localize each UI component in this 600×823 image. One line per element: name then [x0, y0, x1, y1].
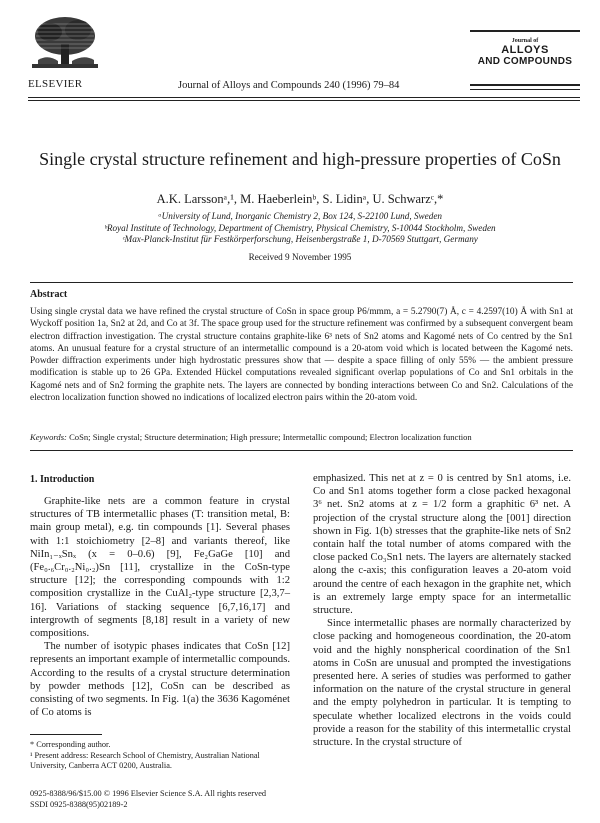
paragraph: The number of isotypic phases indicates that CoSn [12] represents an important example of intermetallic compounds. According to the results of a crystal structure determination by powder methods [12], CoSn can be described as consisting of two segments. In Fig. 1(a) the 3636 Kagoménet of Co atoms is [30, 641, 290, 719]
brand-compounds: AND COMPOUNDS [477, 56, 573, 67]
footnote-rule [30, 734, 102, 735]
elsevier-logo [28, 14, 102, 76]
paragraph: Graphite-like nets are a common feature in crystal structures of TB intermetallic phases (T: transition metal, B: main group metal), e.g. tin compounds [1]. Several phases with 1:1 stoichiometry [2–8] and variants thereof, like NiIn₁₋ₓSnₓ (x = 0–0.6) [9], Fe₂GaGe [10] and (Fe₀.₆Cr₀.₂Ni₀.₂)Sn [11], crystallize in the CoSn-type structure [12]; the corresponding compounds with 1:2 composition crystallize in the CuAl₂-type structure [2,3,7–16]. Variations of stacking sequence [6,7,16,17] and intergrowth of segments [8,18] result in a variety of new compositions. [30, 496, 290, 640]
keywords-label: Keywords: [30, 432, 67, 442]
journal-brand [470, 38, 580, 67]
section-heading-introduction: 1. Introduction [30, 474, 95, 485]
keywords-list: CoSn; Single crystal; Structure determination; High pressure; Intermetallic compound; Electron localization function [69, 432, 472, 442]
brand-rule-bottom-1 [470, 84, 580, 86]
affiliation-a: ᵃUniversity of Lund, Inorganic Chemistry 2, Box 124, S-22100 Lund, Sweden [157, 211, 443, 221]
author-list: A.K. Larssonᵃ,¹, M. Haeberleinᵇ, S. Lidinᵃ, U. Schwarzᶜ,* [156, 192, 444, 206]
brand-journal-of: Journal of [511, 38, 539, 44]
received-date: Received 9 November 1995 [248, 252, 352, 262]
copyright-block [30, 789, 300, 811]
affiliation-c: ᶜMax-Planck-Institut für Festkörperforschung, Heisenbergstraße 1, D-70569 Stuttgart, Germany [122, 234, 478, 244]
abstract-rule-top [30, 282, 573, 283]
paragraph: emphasized. This net at z = 0 is centred by Sn1 atoms, i.e. Co and Sn1 atoms together form a close packed hexagonal 3⁶ net. Sn2 atoms at z = 1/2 form a graphitic 6³ net. A projection of the crystal structure along the [001] direction shown in Fig. 1(b) stresses that the graphite-like nets of Sn2 contain half the total number of atoms compared with the close packed Co₃Sn1 nets. The layers are alternately stacked along the c-axis; this configuration leaves a 20-atom void around the centre of each hexagon in the graphite net, which is an extremely large empty space for an intermetallic structure. [313, 473, 571, 617]
footnote-corresponding: * Corresponding author. [30, 740, 111, 749]
footnotes [30, 740, 292, 772]
copyright-line: 0925-8388/96/$15.00 © 1996 Elsevier Science S.A. All rights reserved [30, 789, 267, 798]
keywords-line [30, 432, 573, 442]
abstract-heading: Abstract [30, 289, 68, 300]
abstract-text: Using single crystal data we have refined the crystal structure of CoSn in space group P6/mmm, a = 5.2790(7) Å, c = 4.2597(10) Å with Sn1 at Wyckoff position 1a, Sn2 at 2d, and Co at 3f. The space group used for the structure refinement was confirmed by a subsequent convergent beam electron diffraction investigation. The crystal structure contains graphite-like 6³ nets of Sn2 atoms and Kagomé nets of Co centred by the Sn1 atoms. An unusual feature for a crystal structure of an intermetallic compound is a 20-atom void which is located between the Kagomé nets. Powder diffraction experiments under high hydrostatic pressures show that — despite a space filling of only 55% — the ambient pressure modification is stable up to 26 GPa. Extended Hückel computations revealed significant overlap populations of Co and Sn1 orbitals in the Kagomé nets and of Sn2 forming the graphite nets. The layers are connected by bonding interactions between Co and Sn2. Calculations of the electron localization function showed no indications of localized electron pairs within the 20-atom void. [30, 307, 573, 404]
elsevier-tree-icon [28, 14, 102, 76]
left-column [30, 495, 290, 719]
paragraph: Since intermetallic phases are normally characterized by close packing and homogeneous coordination, the 20-atom void and the highly nonspherical coordination of the Sn1 atoms in CoSn are unusual and prompted the investigations presented here. A series of studies was performed to gather information on the nature of the crystal structure in general and the empty polyhedron in particular. It is tempting to speculate whether localized electrons in the voids could provide a reason for the stability of this intermetallic crystal structure. In the crystal structure of [313, 618, 571, 749]
journal-citation: Journal of Alloys and Compounds 240 (1996) 79–84 [178, 80, 400, 91]
right-column [313, 472, 571, 749]
affiliations [30, 211, 570, 246]
ssdi-line: SSDI 0925-8388(95)02189-2 [30, 799, 128, 809]
header-rule-double [28, 100, 580, 101]
footnote-present-address: ¹ Present address: Research School of Chemistry, Australian National University, Canberra ACT 0200, Australia. [30, 750, 260, 770]
brand-rule-bottom-2 [470, 89, 580, 90]
brand-rule-top [470, 30, 580, 32]
brand-alloys: ALLOYS [501, 44, 549, 56]
article-title: Single crystal structure refinement and high-pressure properties of CoSn [39, 149, 561, 169]
header-rule [28, 97, 580, 98]
affiliation-b: ᵇRoyal Institute of Technology, Department of Chemistry, Physical Chemistry, S-10044 Stockholm, Sweden [104, 222, 496, 233]
abstract-rule-bottom [30, 450, 573, 451]
publisher-name: ELSEVIER [28, 78, 83, 90]
